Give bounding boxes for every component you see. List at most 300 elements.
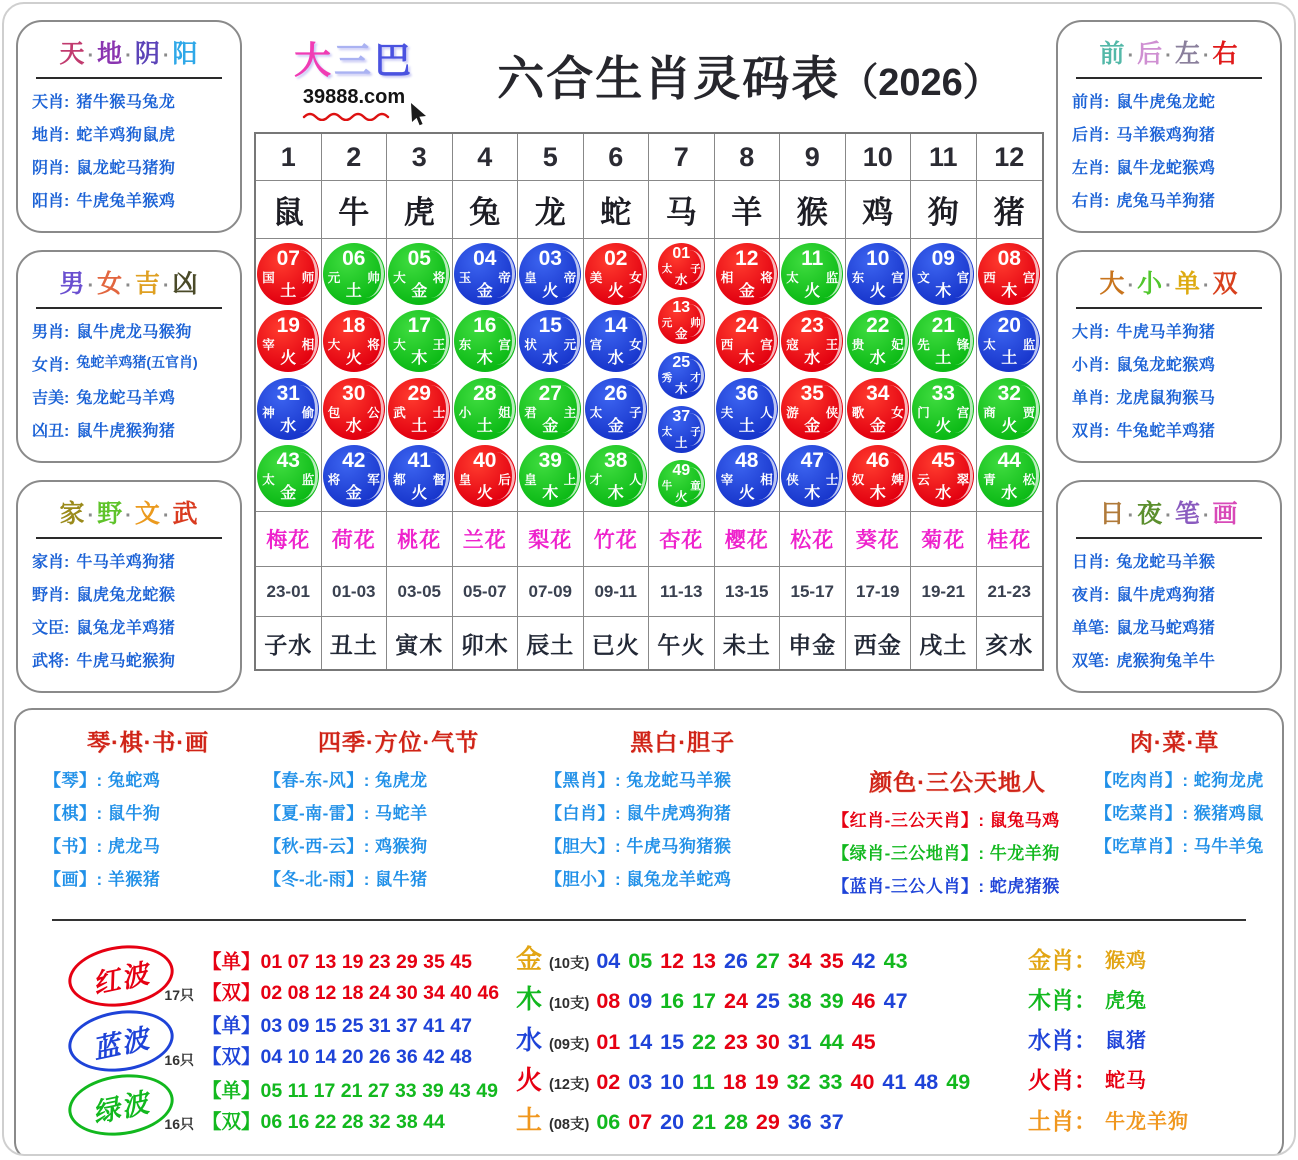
branch-label: 未土: [715, 617, 781, 669]
element-name: 木: [516, 984, 543, 1015]
ball-number: 15: [538, 314, 562, 338]
title-dot-separator: ·: [87, 275, 96, 297]
ball-element: 土: [476, 417, 493, 435]
branch-label: 戌土: [911, 617, 977, 669]
zodiac-label: 鼠: [256, 181, 322, 238]
ball-title-left: 东: [851, 271, 865, 285]
time-range: 13-15: [715, 567, 781, 616]
element-number: 41: [882, 1069, 907, 1094]
ball-element: 金: [804, 417, 821, 435]
element-number: 45: [851, 1029, 876, 1054]
panel-title-char: 左: [1174, 40, 1201, 68]
section-title: 琴·棋·书·画: [86, 729, 209, 755]
element-xiao-value: 蛇马: [1105, 1070, 1147, 1093]
element-xiao-row: [1028, 939, 1260, 977]
number-ball: [323, 445, 385, 507]
element-number: 10: [660, 1069, 685, 1094]
row-label: 天肖:: [32, 94, 70, 111]
ball-title-right: 子: [690, 425, 701, 438]
info-panel: [1056, 20, 1282, 233]
row-value: 虎兔马羊狗猪: [1116, 193, 1216, 210]
ball-title-left: 青: [983, 472, 996, 487]
flower-label: 桂花: [987, 529, 1032, 552]
time-range: 01-03: [322, 567, 388, 616]
panel-title: [1076, 260, 1262, 309]
ball-title-right: 人: [760, 405, 773, 420]
panel-title-char: 小: [1137, 270, 1164, 298]
ball-title-right: 将: [367, 338, 380, 353]
element-count: (10支): [549, 956, 590, 972]
ball-title-right: 官: [956, 271, 970, 285]
panel-row: [32, 89, 226, 112]
ball-title-right: 侠: [825, 405, 839, 420]
ball-title-left: 奴: [851, 472, 865, 487]
zodiac-number-table: [254, 132, 1044, 671]
ball-title-left: 包: [327, 405, 341, 420]
row-label: 右肖:: [1072, 193, 1110, 210]
row-label: 凶丑:: [32, 423, 70, 440]
flower-label: 樱花: [715, 512, 781, 566]
ball-number: 48: [735, 448, 759, 472]
header: [254, 20, 1044, 132]
ball-title-right: 王: [432, 338, 446, 353]
ball-element: 金: [345, 484, 362, 502]
section-line: 【红肖-三公天肖】: 鼠兔马鸡: [832, 811, 1060, 830]
ball-number: 39: [538, 448, 562, 472]
wave-even-line: 【双】02 08 12 18 24 30 34 40 46: [202, 981, 500, 1004]
info-panel: [1056, 250, 1282, 463]
panel-row: [1072, 188, 1266, 211]
element-number: 36: [787, 1110, 812, 1134]
ball-number: 34: [866, 381, 890, 405]
number-ball: [257, 310, 319, 372]
time-range: 03-05: [387, 567, 453, 616]
column-number: 5: [518, 134, 584, 180]
ball-title-right: 女: [891, 405, 904, 420]
ball-title-left: 将: [327, 472, 341, 487]
ball-element: 水: [935, 484, 952, 502]
element-number: 40: [850, 1069, 875, 1094]
center-column: [254, 20, 1044, 693]
row-value: 鼠龙蛇马猪狗: [76, 160, 176, 177]
number-ball: [716, 445, 778, 507]
element-row: [516, 979, 978, 1017]
wave-odd-line: 【单】03 09 15 25 31 37 41 47: [202, 1015, 472, 1037]
ball-title-right: 宫: [498, 338, 511, 353]
row-label: 地肖:: [32, 127, 70, 144]
ball-title-left: 皇: [458, 472, 472, 487]
row-value: 兔龙蛇马羊鸡: [76, 390, 176, 407]
number-ball: [585, 445, 647, 507]
ball-element: 土: [411, 417, 428, 435]
element-number: 38: [787, 989, 812, 1014]
ball-title-left: 美: [589, 271, 603, 285]
ball-element: 火: [280, 350, 297, 368]
panel-row: [1072, 648, 1266, 671]
element-row: [516, 1020, 978, 1058]
ball-column: [518, 239, 584, 511]
panel-row: [32, 615, 226, 638]
row-label: 吉美:: [32, 390, 70, 407]
row-value: 马羊猴鸡狗猪: [1116, 127, 1216, 144]
row-label: 左肖:: [1072, 160, 1110, 177]
section-title: 四季·方位·气节: [317, 729, 480, 755]
info-panel: [1056, 480, 1282, 693]
zodiac-label: 猴: [780, 181, 846, 238]
ball-title-left: 元: [327, 271, 341, 285]
panel-title-char: 凶: [172, 270, 199, 298]
ball-title-right: 监: [301, 472, 315, 487]
flower-label: 荷花: [322, 512, 388, 566]
ball-title-right: 人: [629, 472, 642, 487]
wave-badge: [64, 1072, 194, 1136]
column-number: 3: [387, 134, 453, 180]
element-name: 土: [516, 1105, 543, 1135]
row-label: 双笔:: [1072, 653, 1110, 670]
number-ball: [781, 243, 843, 305]
element-number: 34: [787, 949, 812, 973]
row-value: 蛇羊鸡狗鼠虎: [76, 127, 176, 144]
ball-column: [649, 239, 715, 511]
ball-title-right: 后: [498, 472, 511, 487]
element-count: (09支): [549, 1036, 590, 1053]
element-number: 04: [596, 949, 621, 973]
branch-label: 申金: [780, 617, 846, 669]
column-number: 9: [780, 134, 846, 180]
ball-title-right: 监: [1022, 338, 1036, 353]
ball-number: 49: [672, 462, 691, 479]
ball-title-right: 士: [825, 472, 839, 487]
time-range: 07-09: [518, 567, 584, 616]
ball-element: 金: [280, 484, 297, 502]
number-ball: [323, 310, 385, 372]
ball-title-left: 西: [983, 271, 996, 285]
column-number: 10: [846, 134, 912, 180]
element-number: 03: [628, 1069, 653, 1094]
row-value: 鼠牛虎兔龙蛇: [1116, 94, 1216, 111]
ball-number: 01: [672, 245, 691, 262]
panel-row: [32, 418, 226, 441]
ball-element: 土: [738, 417, 755, 435]
element-numbers: [596, 1030, 875, 1055]
number-ball: [781, 445, 843, 507]
element-number: 28: [724, 1110, 748, 1134]
ball-element: 金: [869, 417, 886, 435]
number-ball: [519, 378, 581, 440]
time-range: 09-11: [584, 567, 650, 616]
element-count: (10支): [549, 996, 590, 1013]
element-number: 49: [946, 1069, 971, 1094]
panel-row: [32, 582, 226, 605]
title-dot-separator: ·: [162, 45, 171, 67]
number-ball: [454, 310, 516, 372]
ball-number: 35: [800, 381, 824, 405]
grid-branch-row: [256, 617, 1042, 669]
element-number: 21: [692, 1110, 716, 1134]
flower-label: 菊花: [911, 512, 977, 566]
row-value: 鼠牛虎猴狗猪: [76, 423, 176, 440]
ball-number: 37: [672, 407, 691, 425]
number-ball: [978, 378, 1040, 440]
row-value: 牛虎马蛇猴狗: [76, 653, 176, 670]
wave-groups: [64, 937, 516, 1146]
element-zodiac-list: [978, 937, 1260, 1146]
ball-title-left: 太: [786, 271, 799, 285]
title-dot-separator: ·: [1202, 505, 1211, 527]
ball-title-left: 东: [458, 338, 472, 353]
ball-title-right: 偷: [301, 405, 315, 420]
number-ball: [658, 460, 705, 507]
element-numbers: [596, 1070, 970, 1095]
ball-element: 水: [542, 350, 559, 368]
ball-title-left: 商: [983, 405, 996, 420]
number-ball: [847, 310, 909, 372]
ball-number: 10: [866, 247, 890, 270]
category-section: [258, 724, 539, 905]
element-name: 金: [516, 944, 543, 974]
ball-element: 火: [345, 350, 362, 368]
column-number: 11: [911, 134, 977, 180]
brand-char: 大: [294, 40, 334, 81]
ball-element: 水: [1001, 484, 1018, 502]
section-line: 【冬-北-雨】: 鼠牛猪: [263, 870, 428, 889]
section-line: 【春-东-风】: 兔虎龙: [263, 771, 428, 790]
section-line: 【夏-南-雷】: 马蛇羊: [263, 804, 428, 823]
element-xiao-label: 土肖：: [1028, 1107, 1097, 1134]
ball-element: 火: [476, 484, 493, 502]
section-line: 【黑肖】: 兔龙蛇马羊猴: [545, 771, 732, 790]
wave-count: 16只: [164, 1051, 194, 1068]
panel-title-char: 天: [59, 40, 86, 68]
title-dot-separator: ·: [1202, 275, 1211, 297]
ball-element: 金: [542, 417, 559, 435]
title-dot-separator: ·: [1165, 505, 1173, 527]
ball-element: 木: [935, 283, 952, 300]
time-range: 19-21: [911, 567, 977, 616]
ball-title-right: 相: [760, 472, 773, 487]
element-number-groups: [516, 937, 978, 1146]
element-count: (08支): [549, 1117, 590, 1133]
panel-row: [32, 385, 226, 408]
panel-title-char: 野: [97, 500, 124, 528]
ball-element: 金: [607, 417, 624, 435]
ball-title-right: 宫: [956, 405, 970, 420]
title-dot-separator: ·: [1165, 45, 1173, 67]
column-number: 4: [453, 134, 519, 180]
number-ball: [454, 243, 516, 305]
column-number: 7: [649, 134, 715, 180]
ball-element: 土: [674, 435, 688, 450]
panel-title-char: 单: [1174, 270, 1201, 298]
element-number: 08: [596, 989, 621, 1014]
ball-title-right: 女: [629, 271, 642, 285]
ball-title-left: 西: [720, 338, 734, 353]
ball-element: 木: [476, 350, 493, 368]
panel-title: [36, 30, 222, 79]
panel-row: [1072, 582, 1266, 605]
ball-title-right: 锋: [956, 338, 970, 353]
zodiac-label: 狗: [911, 181, 977, 238]
section-line: 【书】: 虎龙马: [44, 837, 161, 856]
ball-title-left: 太: [262, 472, 275, 487]
ball-title-left: 游: [786, 405, 799, 420]
zodiac-label: 马: [649, 181, 715, 238]
element-number: 37: [819, 1110, 844, 1134]
panel-row: [1072, 122, 1266, 145]
row-label: 女肖:: [32, 357, 70, 374]
wave-lines: [202, 1010, 472, 1069]
number-ball: [781, 378, 843, 440]
ball-element: 水: [869, 350, 886, 368]
number-ball: [585, 310, 647, 372]
row-value: 兔蛇羊鸡猪(五官肖): [76, 354, 198, 370]
ball-number: 24: [735, 314, 759, 338]
section-title: 黑白·胆子: [630, 729, 735, 755]
brand-char: 巴: [374, 40, 414, 81]
ball-title-right: 主: [563, 405, 577, 420]
panel-row: [1072, 319, 1266, 342]
ball-element: 木: [1001, 283, 1018, 300]
section-line: 【吃肉肖】: 蛇狗龙虎: [1094, 771, 1264, 790]
ball-title-right: 宫: [891, 271, 904, 285]
ball-title-left: 宫: [589, 338, 603, 353]
info-panel: [16, 250, 242, 463]
element-number: 30: [755, 1029, 780, 1054]
ball-title-left: 先: [917, 338, 930, 353]
page-title: [454, 20, 1044, 109]
ball-number: 26: [604, 381, 628, 405]
ball-number: 18: [342, 314, 366, 338]
element-number: 17: [692, 989, 716, 1014]
ball-element: 水: [607, 350, 624, 368]
panel-row: [1072, 89, 1266, 112]
ball-element: 火: [935, 417, 952, 435]
panel-title: [36, 490, 222, 539]
element-row: [516, 1100, 978, 1138]
title-dot-separator: ·: [125, 505, 133, 527]
wave-name: 红波: [90, 957, 154, 1000]
panel-row: [32, 319, 226, 342]
row-value: 鼠兔龙羊鸡猪: [76, 620, 176, 637]
number-ball: [658, 406, 705, 453]
element-number: 13: [692, 949, 716, 973]
panel-title-char: 日: [1099, 500, 1126, 528]
number-ball: [585, 243, 647, 305]
time-range: 23-01: [256, 567, 322, 616]
ball-element: 火: [804, 283, 821, 300]
row-label: 双肖:: [1072, 423, 1110, 440]
element-number: 16: [660, 989, 685, 1014]
ball-element: 金: [738, 283, 755, 300]
ball-title-right: 士: [432, 405, 446, 420]
title-dot-separator: ·: [1127, 275, 1136, 297]
row-label: 小肖:: [1072, 357, 1110, 374]
flower-label: 杏花: [649, 512, 715, 566]
number-ball: [257, 243, 319, 305]
ball-title-right: 妃: [891, 338, 904, 353]
section-line: 【画】: 羊猴猪: [44, 870, 161, 889]
element-number: 22: [692, 1029, 716, 1054]
row-label: 日肖:: [1072, 554, 1110, 571]
section-line: 【琴】: 兔蛇鸡: [44, 771, 161, 790]
time-range: 11-13: [649, 567, 715, 616]
wave-badge: [64, 1008, 194, 1072]
row-label: 武将:: [32, 653, 70, 670]
element-numbers: [596, 949, 907, 974]
wave-row: [64, 1008, 516, 1072]
panel-title-char: 前: [1099, 40, 1126, 68]
wave-even-line: 【双】06 16 22 28 32 38 44: [202, 1110, 445, 1133]
panel-title-char: 画: [1212, 500, 1239, 528]
ball-title-right: 婢: [891, 472, 904, 487]
branch-label: 子水: [256, 617, 322, 669]
ball-title-left: 皇: [524, 271, 537, 285]
branch-label: 寅木: [387, 617, 453, 669]
number-ball: [781, 310, 843, 372]
number-ball: [388, 243, 450, 305]
ball-title-right: 上: [563, 472, 577, 487]
number-ball: [454, 445, 516, 507]
ball-title-left: 太: [661, 425, 673, 438]
zodiac-label: 鸡: [846, 181, 912, 238]
ball-number: 44: [997, 448, 1021, 472]
panel-title-char: 大: [1099, 270, 1126, 298]
ball-title-left: 状: [524, 338, 537, 353]
site-url-wrap: [303, 86, 405, 109]
zodiac-label: 兔: [453, 181, 519, 238]
element-number: 20: [660, 1110, 685, 1134]
number-ball: [847, 243, 909, 305]
ball-element: 木: [869, 484, 886, 502]
ball-number: 28: [473, 381, 497, 405]
element-row: [516, 1060, 978, 1098]
ball-element: 水: [674, 273, 688, 287]
panel-title-char: 笔: [1174, 500, 1201, 528]
section-line: 【胆小】: 鼠兔龙羊蛇鸡: [545, 870, 732, 889]
ball-number: 03: [538, 247, 562, 270]
panel-title: [1076, 490, 1262, 539]
number-ball: [658, 243, 705, 290]
element-name: 水: [516, 1024, 543, 1055]
element-number: 43: [883, 949, 908, 973]
wave-count: 17只: [164, 987, 194, 1003]
panel-row: [1072, 385, 1266, 408]
number-ball: [388, 445, 450, 507]
element-number: 39: [819, 989, 844, 1014]
row-value: 鼠龙马蛇鸡猪: [1116, 620, 1216, 637]
branch-label: 西金: [846, 617, 912, 669]
site-logo: [254, 20, 454, 109]
ball-title-left: 夫: [720, 405, 734, 420]
element-numbers: [596, 989, 907, 1014]
title-year: （2026）: [840, 62, 1001, 104]
row-value: 兔龙蛇马羊猴: [1116, 554, 1216, 571]
site-url[interactable]: 39888.com: [302, 86, 406, 108]
row-label: 阴肖:: [32, 160, 70, 177]
brand-char: 三: [334, 40, 374, 81]
element-number: 12: [660, 949, 685, 973]
ball-number: 47: [800, 448, 824, 472]
right-panel-column: [1056, 20, 1282, 693]
title-dot-separator: ·: [87, 505, 96, 527]
wave-lines: [202, 946, 499, 1005]
ball-title-right: 帝: [498, 271, 511, 285]
ball-number: 36: [735, 381, 759, 405]
element-xiao-row: [1028, 1060, 1260, 1098]
element-row: [516, 939, 978, 977]
flower-label: 竹花: [584, 512, 650, 566]
ball-title-left: 国: [262, 271, 275, 285]
